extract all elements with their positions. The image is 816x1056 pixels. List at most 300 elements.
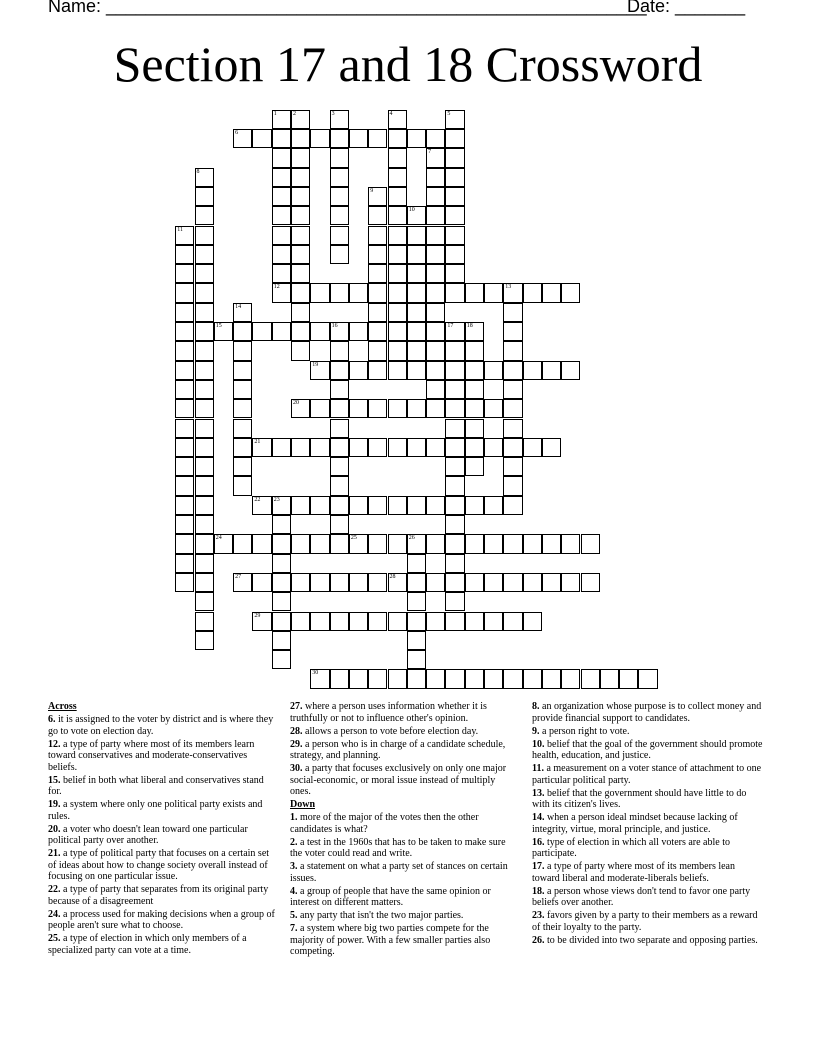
grid-cell[interactable] [445,419,464,438]
grid-cell[interactable] [581,573,600,592]
grid-cell[interactable] [272,612,291,631]
grid-cell[interactable] [195,534,214,553]
grid-cell[interactable] [368,438,387,457]
grid-cell[interactable] [195,226,214,245]
grid-cell[interactable] [426,322,445,341]
grid-cell[interactable] [330,129,349,148]
grid-cell[interactable] [368,245,387,264]
grid-cell[interactable] [368,187,387,206]
grid-cell[interactable] [195,168,214,187]
grid-cell[interactable] [426,187,445,206]
grid-cell[interactable] [503,573,522,592]
grid-cell[interactable] [426,496,445,515]
grid-cell[interactable] [349,669,368,688]
grid-cell[interactable] [445,669,464,688]
grid-cell[interactable] [407,496,426,515]
grid-cell[interactable] [330,148,349,167]
grid-cell[interactable] [407,303,426,322]
grid-cell[interactable] [330,206,349,225]
grid-cell[interactable] [214,322,233,341]
grid-cell[interactable] [542,283,561,302]
grid-cell[interactable] [195,476,214,495]
grid-cell[interactable] [291,438,310,457]
grid-cell[interactable] [445,573,464,592]
grid-cell[interactable] [581,534,600,553]
grid-cell[interactable] [407,534,426,553]
grid-cell[interactable] [388,264,407,283]
grid-cell[interactable] [484,534,503,553]
grid-cell[interactable] [349,322,368,341]
grid-cell[interactable] [349,612,368,631]
grid-cell[interactable] [214,534,233,553]
grid-cell[interactable] [542,669,561,688]
grid-cell[interactable] [272,496,291,515]
grid-cell[interactable] [368,612,387,631]
grid-cell[interactable] [465,341,484,360]
grid-cell[interactable] [581,669,600,688]
grid-cell[interactable] [445,496,464,515]
grid-cell[interactable] [330,669,349,688]
grid-cell[interactable] [310,399,329,418]
grid-cell[interactable] [330,168,349,187]
grid-cell[interactable] [233,380,252,399]
grid-cell[interactable] [445,322,464,341]
grid-cell[interactable] [175,573,194,592]
grid-cell[interactable] [445,341,464,360]
grid-cell[interactable] [503,419,522,438]
grid-cell[interactable] [195,341,214,360]
grid-cell[interactable] [291,110,310,129]
grid-cell[interactable] [445,264,464,283]
grid-cell[interactable] [426,206,445,225]
grid-cell[interactable] [388,187,407,206]
grid-cell[interactable] [291,129,310,148]
grid-cell[interactable] [291,226,310,245]
grid-cell[interactable] [445,361,464,380]
grid-cell[interactable] [330,322,349,341]
grid-cell[interactable] [349,534,368,553]
grid-cell[interactable] [175,399,194,418]
grid-cell[interactable] [252,322,271,341]
grid-cell[interactable] [272,438,291,457]
grid-cell[interactable] [445,476,464,495]
grid-cell[interactable] [426,669,445,688]
grid-cell[interactable] [465,438,484,457]
grid-cell[interactable] [272,573,291,592]
grid-cell[interactable] [310,573,329,592]
grid-cell[interactable] [233,476,252,495]
grid-cell[interactable] [272,283,291,302]
grid-cell[interactable] [330,245,349,264]
grid-cell[interactable] [195,457,214,476]
grid-cell[interactable] [426,361,445,380]
grid-cell[interactable] [465,612,484,631]
grid-cell[interactable] [407,631,426,650]
grid-cell[interactable] [272,168,291,187]
grid-cell[interactable] [310,534,329,553]
grid-cell[interactable] [484,612,503,631]
grid-cell[interactable] [426,129,445,148]
grid-cell[interactable] [330,438,349,457]
grid-cell[interactable] [465,419,484,438]
grid-cell[interactable] [445,515,464,534]
grid-cell[interactable] [445,110,464,129]
grid-cell[interactable] [330,283,349,302]
grid-cell[interactable] [291,534,310,553]
grid-cell[interactable] [195,303,214,322]
grid-cell[interactable] [407,669,426,688]
grid-cell[interactable] [465,573,484,592]
grid-cell[interactable] [175,419,194,438]
grid-cell[interactable] [291,496,310,515]
grid-cell[interactable] [426,380,445,399]
grid-cell[interactable] [407,554,426,573]
grid-cell[interactable] [445,148,464,167]
grid-cell[interactable] [445,283,464,302]
grid-cell[interactable] [368,496,387,515]
grid-cell[interactable] [252,534,271,553]
grid-cell[interactable] [252,573,271,592]
grid-cell[interactable] [561,283,580,302]
grid-cell[interactable] [407,264,426,283]
grid-cell[interactable] [272,110,291,129]
grid-cell[interactable] [195,264,214,283]
grid-cell[interactable] [426,226,445,245]
grid-cell[interactable] [195,206,214,225]
grid-cell[interactable] [388,322,407,341]
grid-cell[interactable] [233,534,252,553]
grid-cell[interactable] [426,399,445,418]
grid-cell[interactable] [291,322,310,341]
grid-cell[interactable] [330,361,349,380]
grid-cell[interactable] [407,612,426,631]
grid-cell[interactable] [388,361,407,380]
grid-cell[interactable] [233,341,252,360]
grid-cell[interactable] [638,669,657,688]
grid-cell[interactable] [195,419,214,438]
grid-cell[interactable] [465,534,484,553]
grid-cell[interactable] [175,226,194,245]
grid-cell[interactable] [175,476,194,495]
grid-cell[interactable] [484,438,503,457]
grid-cell[interactable] [330,110,349,129]
grid-cell[interactable] [407,592,426,611]
grid-cell[interactable] [445,380,464,399]
grid-cell[interactable] [503,361,522,380]
grid-cell[interactable] [407,341,426,360]
grid-cell[interactable] [310,669,329,688]
grid-cell[interactable] [310,438,329,457]
grid-cell[interactable] [407,129,426,148]
grid-cell[interactable] [426,168,445,187]
grid-cell[interactable] [310,496,329,515]
grid-cell[interactable] [330,457,349,476]
grid-cell[interactable] [175,322,194,341]
grid-cell[interactable] [445,245,464,264]
grid-cell[interactable] [330,226,349,245]
grid-cell[interactable] [175,264,194,283]
grid-cell[interactable] [561,669,580,688]
grid-cell[interactable] [465,669,484,688]
grid-cell[interactable] [291,148,310,167]
grid-cell[interactable] [445,187,464,206]
grid-cell[interactable] [291,206,310,225]
grid-cell[interactable] [272,322,291,341]
grid-cell[interactable] [175,283,194,302]
grid-cell[interactable] [195,554,214,573]
grid-cell[interactable] [503,669,522,688]
grid-cell[interactable] [330,380,349,399]
grid-cell[interactable] [310,361,329,380]
grid-cell[interactable] [407,226,426,245]
grid-cell[interactable] [272,226,291,245]
grid-cell[interactable] [503,399,522,418]
grid-cell[interactable] [291,573,310,592]
grid-cell[interactable] [272,187,291,206]
grid-cell[interactable] [291,612,310,631]
grid-cell[interactable] [484,399,503,418]
grid-cell[interactable] [291,341,310,360]
grid-cell[interactable] [291,168,310,187]
grid-cell[interactable] [368,669,387,688]
grid-cell[interactable] [619,669,638,688]
grid-cell[interactable] [503,380,522,399]
grid-cell[interactable] [407,438,426,457]
grid-cell[interactable] [310,283,329,302]
grid-cell[interactable] [445,129,464,148]
grid-cell[interactable] [349,438,368,457]
grid-cell[interactable] [272,534,291,553]
grid-cell[interactable] [503,457,522,476]
grid-cell[interactable] [272,592,291,611]
grid-cell[interactable] [542,534,561,553]
grid-cell[interactable] [426,534,445,553]
grid-cell[interactable] [407,573,426,592]
grid-cell[interactable] [233,419,252,438]
grid-cell[interactable] [426,612,445,631]
grid-cell[interactable] [195,496,214,515]
grid-cell[interactable] [368,206,387,225]
grid-cell[interactable] [195,245,214,264]
grid-cell[interactable] [291,245,310,264]
grid-cell[interactable] [330,496,349,515]
grid-cell[interactable] [407,399,426,418]
grid-cell[interactable] [388,110,407,129]
grid-cell[interactable] [368,573,387,592]
grid-cell[interactable] [349,573,368,592]
grid-cell[interactable] [272,631,291,650]
grid-cell[interactable] [484,361,503,380]
grid-cell[interactable] [503,283,522,302]
grid-cell[interactable] [523,438,542,457]
grid-cell[interactable] [195,361,214,380]
grid-cell[interactable] [175,380,194,399]
grid-cell[interactable] [465,361,484,380]
grid-cell[interactable] [484,283,503,302]
grid-cell[interactable] [233,438,252,457]
grid-cell[interactable] [445,457,464,476]
grid-cell[interactable] [233,303,252,322]
grid-cell[interactable] [407,650,426,669]
grid-cell[interactable] [407,245,426,264]
grid-cell[interactable] [503,476,522,495]
grid-cell[interactable] [310,322,329,341]
grid-cell[interactable] [330,476,349,495]
grid-cell[interactable] [252,496,271,515]
grid-cell[interactable] [388,669,407,688]
grid-cell[interactable] [388,341,407,360]
grid-cell[interactable] [426,283,445,302]
grid-cell[interactable] [368,264,387,283]
grid-cell[interactable] [503,322,522,341]
grid-cell[interactable] [195,592,214,611]
grid-cell[interactable] [523,361,542,380]
grid-cell[interactable] [368,399,387,418]
grid-cell[interactable] [368,226,387,245]
grid-cell[interactable] [388,245,407,264]
grid-cell[interactable] [349,129,368,148]
grid-cell[interactable] [484,669,503,688]
grid-cell[interactable] [561,361,580,380]
grid-cell[interactable] [465,457,484,476]
grid-cell[interactable] [349,283,368,302]
grid-cell[interactable] [310,612,329,631]
grid-cell[interactable] [426,245,445,264]
grid-cell[interactable] [368,361,387,380]
grid-cell[interactable] [523,283,542,302]
grid-cell[interactable] [175,438,194,457]
grid-cell[interactable] [503,341,522,360]
grid-cell[interactable] [523,573,542,592]
grid-cell[interactable] [407,283,426,302]
grid-cell[interactable] [407,206,426,225]
grid-cell[interactable] [426,438,445,457]
grid-cell[interactable] [388,283,407,302]
grid-cell[interactable] [195,399,214,418]
grid-cell[interactable] [388,496,407,515]
grid-cell[interactable] [272,264,291,283]
grid-cell[interactable] [272,148,291,167]
grid-cell[interactable] [523,534,542,553]
grid-cell[interactable] [349,399,368,418]
grid-cell[interactable] [542,573,561,592]
grid-cell[interactable] [291,399,310,418]
grid-cell[interactable] [175,515,194,534]
grid-cell[interactable] [330,341,349,360]
grid-cell[interactable] [388,534,407,553]
grid-cell[interactable] [484,496,503,515]
grid-cell[interactable] [407,322,426,341]
grid-cell[interactable] [291,187,310,206]
grid-cell[interactable] [445,226,464,245]
grid-cell[interactable] [503,303,522,322]
grid-cell[interactable] [195,612,214,631]
grid-cell[interactable] [445,206,464,225]
grid-cell[interactable] [503,612,522,631]
grid-cell[interactable] [330,399,349,418]
grid-cell[interactable] [368,129,387,148]
grid-cell[interactable] [465,380,484,399]
grid-cell[interactable] [445,438,464,457]
grid-cell[interactable] [368,534,387,553]
grid-cell[interactable] [291,264,310,283]
grid-cell[interactable] [503,496,522,515]
grid-cell[interactable] [349,496,368,515]
grid-cell[interactable] [388,303,407,322]
grid-cell[interactable] [388,612,407,631]
grid-cell[interactable] [310,129,329,148]
grid-cell[interactable] [330,187,349,206]
grid-cell[interactable] [330,534,349,553]
grid-cell[interactable] [388,438,407,457]
grid-cell[interactable] [252,612,271,631]
grid-cell[interactable] [272,129,291,148]
grid-cell[interactable] [175,457,194,476]
grid-cell[interactable] [426,264,445,283]
grid-cell[interactable] [426,148,445,167]
grid-cell[interactable] [407,361,426,380]
grid-cell[interactable] [445,168,464,187]
grid-cell[interactable] [291,283,310,302]
grid-cell[interactable] [388,129,407,148]
grid-cell[interactable] [388,226,407,245]
grid-cell[interactable] [349,361,368,380]
grid-cell[interactable] [233,457,252,476]
grid-cell[interactable] [233,573,252,592]
grid-cell[interactable] [272,245,291,264]
grid-cell[interactable] [330,612,349,631]
grid-cell[interactable] [233,399,252,418]
grid-cell[interactable] [426,303,445,322]
grid-cell[interactable] [388,573,407,592]
grid-cell[interactable] [465,399,484,418]
grid-cell[interactable] [195,438,214,457]
grid-cell[interactable] [175,303,194,322]
grid-cell[interactable] [233,129,252,148]
grid-cell[interactable] [175,496,194,515]
grid-cell[interactable] [195,515,214,534]
grid-cell[interactable] [523,669,542,688]
grid-cell[interactable] [388,148,407,167]
grid-cell[interactable] [445,592,464,611]
grid-cell[interactable] [465,283,484,302]
grid-cell[interactable] [330,419,349,438]
grid-cell[interactable] [175,361,194,380]
grid-cell[interactable] [368,303,387,322]
grid-cell[interactable] [542,361,561,380]
grid-cell[interactable] [368,322,387,341]
grid-cell[interactable] [368,283,387,302]
grid-cell[interactable] [465,496,484,515]
grid-cell[interactable] [542,438,561,457]
grid-cell[interactable] [426,573,445,592]
grid-cell[interactable] [445,612,464,631]
grid-cell[interactable] [368,341,387,360]
grid-cell[interactable] [388,206,407,225]
grid-cell[interactable] [426,341,445,360]
grid-cell[interactable] [272,650,291,669]
grid-cell[interactable] [561,534,580,553]
grid-cell[interactable] [252,438,271,457]
grid-cell[interactable] [195,380,214,399]
grid-cell[interactable] [388,168,407,187]
grid-cell[interactable] [272,554,291,573]
grid-cell[interactable] [445,534,464,553]
grid-cell[interactable] [445,399,464,418]
grid-cell[interactable] [175,554,194,573]
grid-cell[interactable] [330,573,349,592]
grid-cell[interactable] [175,245,194,264]
